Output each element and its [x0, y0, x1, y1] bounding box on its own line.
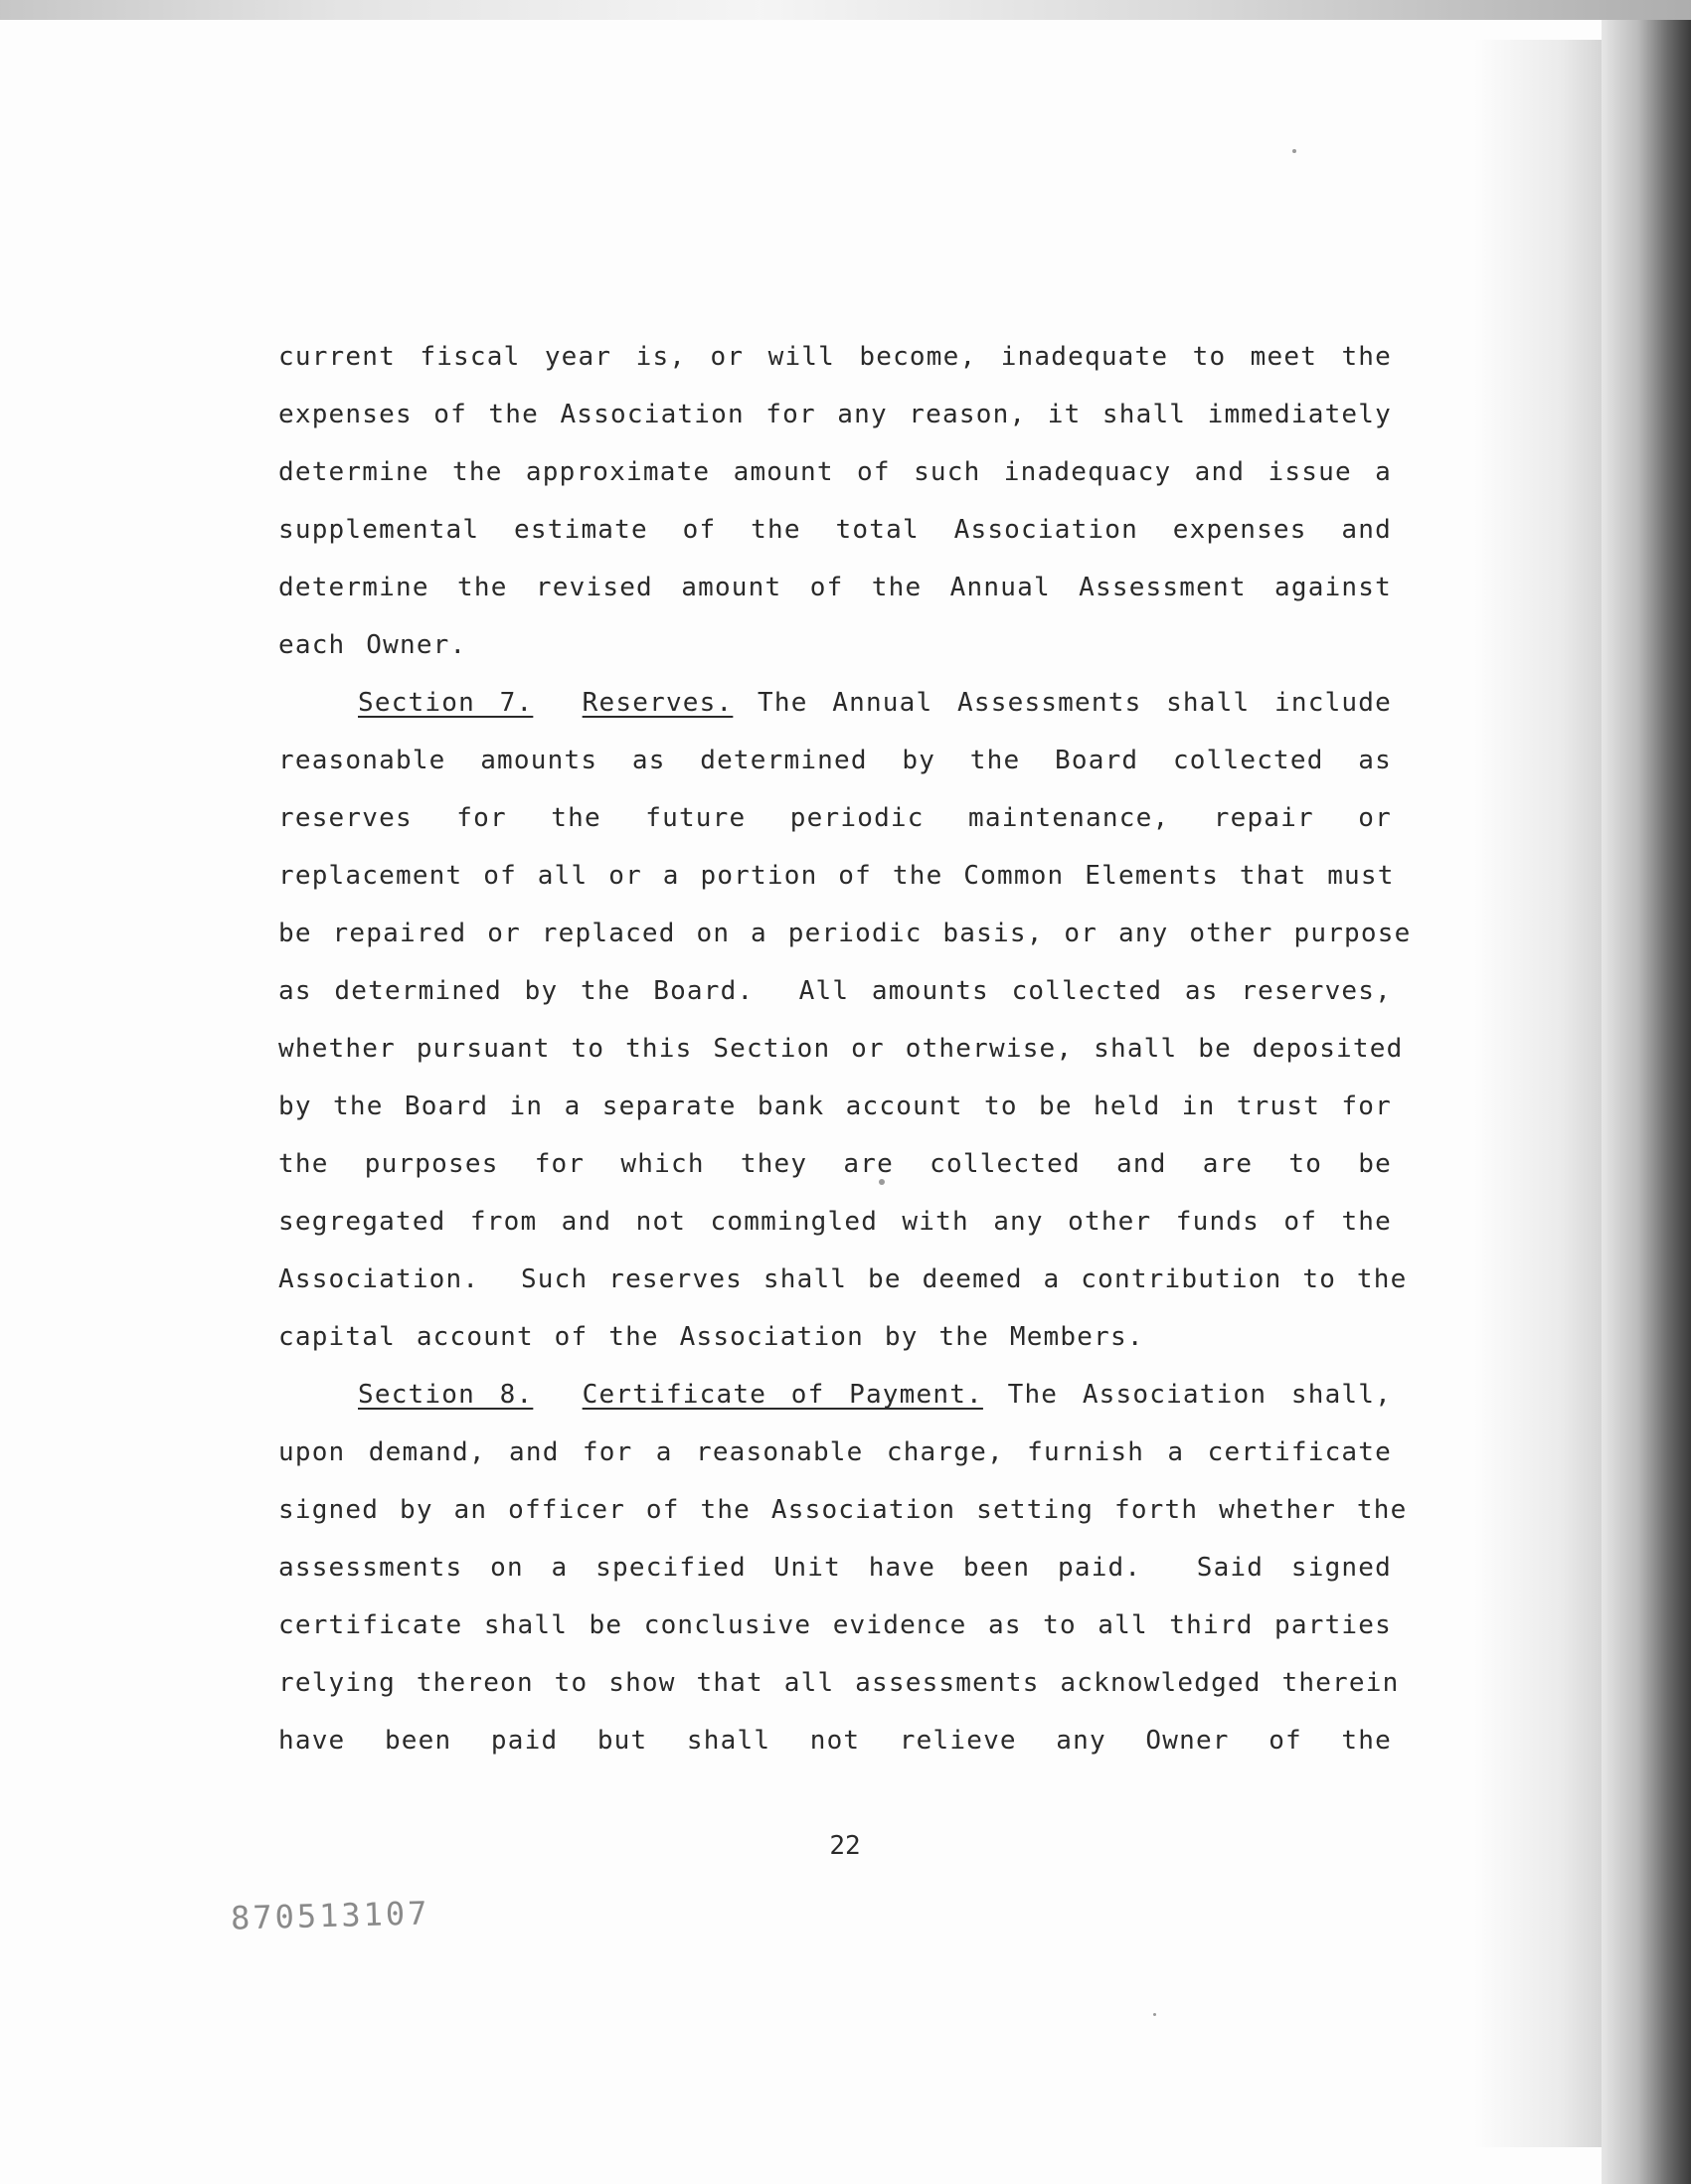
scan-speck [1153, 2013, 1156, 2016]
text-line: Association. Such reserves shall be deemed a contribution to the [278, 1264, 1408, 1294]
text-line: each Owner. [278, 630, 467, 660]
text-line: by the Board in a separate bank account to be held in trust for [278, 1092, 1392, 1121]
scan-speck [1292, 149, 1296, 153]
text-line: the purposes for which they are collected and are to be [278, 1149, 1392, 1179]
section-7-lead: The Annual Assessments shall include [758, 688, 1392, 718]
document-number-stamp: 870513107 [230, 1894, 430, 1937]
body-text [278, 328, 1412, 1769]
section-7-number: Section 7. [358, 688, 534, 718]
text-line: upon demand, and for a reasonable charge, furnish a certificate [278, 1437, 1392, 1467]
section-8-title: Certificate of Payment. [582, 1380, 983, 1410]
text-line: determine the revised amount of the Annual Assessment against [278, 573, 1392, 602]
text-line: reserves for the future periodic maintenance, repair or [278, 803, 1392, 833]
text-line: have been paid but shall not relieve any Owner of the [278, 1726, 1392, 1756]
text-line: determine the approximate amount of such inadequacy and issue a [278, 457, 1392, 487]
text-line: reasonable amounts as determined by the Board collected as [278, 746, 1392, 775]
scan-top-edge [0, 0, 1691, 20]
section-8-lead: The Association shall, [1007, 1380, 1392, 1410]
scan-right-edge [1602, 20, 1691, 2184]
text-line: certificate shall be conclusive evidence as to all third parties [278, 1610, 1392, 1640]
text-line: segregated from and not commingled with any other funds of the [278, 1207, 1392, 1237]
text-line: supplemental estimate of the total Association expenses and [278, 515, 1392, 545]
text-line: relying thereon to show that all assessments acknowledged therein [278, 1668, 1400, 1698]
text-line: be repaired or replaced on a periodic basis, or any other purpose [278, 919, 1412, 948]
section-7-heading-line [278, 674, 1392, 732]
section-7-title: Reserves. [582, 688, 734, 718]
text-line: expenses of the Association for any reason, it shall immediately [278, 400, 1392, 429]
scan-speck [879, 1179, 885, 1185]
text-line: replacement of all or a portion of the Common Elements that must [278, 861, 1395, 891]
text-line: current fiscal year is, or will become, inadequate to meet the [278, 342, 1392, 372]
text-line: assessments on a specified Unit have been paid. Said signed [278, 1553, 1392, 1583]
page-number: 22 [829, 1831, 861, 1861]
text-line: whether pursuant to this Section or otherwise, shall be deposited [278, 1034, 1404, 1064]
section-8-heading-line [278, 1366, 1392, 1424]
text-line: capital account of the Association by the Members. [278, 1322, 1144, 1352]
text-line: signed by an officer of the Association setting forth whether the [278, 1495, 1408, 1525]
text-line: as determined by the Board. All amounts collected as reserves, [278, 976, 1392, 1006]
section-8-number: Section 8. [358, 1380, 534, 1410]
